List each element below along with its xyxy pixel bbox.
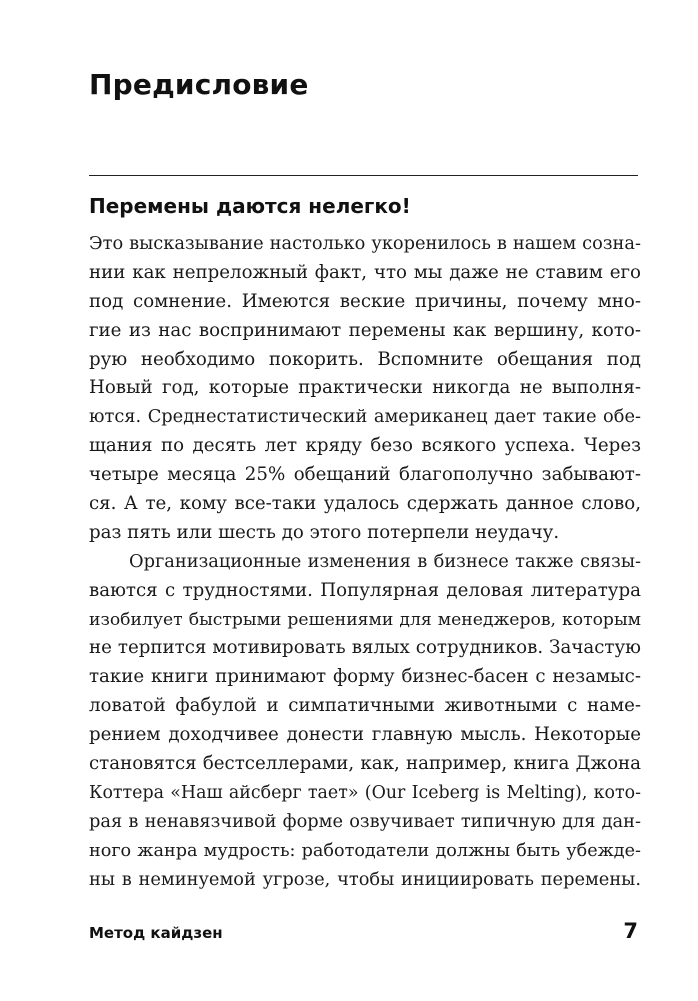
text-line: Это высказывание настолько укоренилось в нашем созна- (89, 233, 641, 254)
text-line: четыре месяца 25% обещаний благополучно забывают- (89, 464, 641, 486)
text-line: ного жанра мудрость: работодатели должны быть убежде- (89, 840, 641, 861)
running-footer-title: Метод кайдзен (89, 924, 223, 942)
text-line: ваются с трудностями. Популярная деловая литература (89, 579, 641, 601)
text-line: гие из нас воспринимают перемены как вершину, кото- (89, 319, 641, 341)
text-line: Организационные изменения в бизнесе также связы- (129, 550, 641, 572)
section-title: Перемены даются нелегко! (89, 194, 411, 218)
page-number: 7 (623, 919, 638, 943)
text-line: ся. А те, кому все-таки удалось сдержать данное слово, (89, 493, 641, 515)
text-line: под сомнение. Имеются веские причины, почему мно- (89, 290, 641, 312)
text-line: нии как непреложный факт, что мы даже не ставим его (89, 261, 641, 283)
text-line: Коттера «Наш айсберг тает» (Our Iceberg is Melting), кото- (89, 782, 641, 803)
text-line: не терпится мотивировать вялых сотрудников. Зачастую (89, 637, 641, 659)
text-line: ны в неминуемой угрозе, чтобы инициировать перемены. (89, 868, 641, 890)
text-line: такие книги принимают форму бизнес-басен с незамыс- (89, 666, 641, 688)
body-text (89, 230, 641, 894)
chapter-title: Предисловие (89, 68, 309, 101)
horizontal-rule (89, 175, 638, 176)
text-line: становятся бестселлерами, как, например, книга Джона (89, 753, 641, 775)
text-line: ловатой фабулой и симпатичными животными с наме- (89, 695, 641, 717)
text-line: раз пять или шесть до этого потерпели неудачу. (89, 521, 560, 543)
text-line: рую необходимо покорить. Вспомните обещания под (89, 348, 641, 370)
text-line: рая в ненавязчивой форме озвучивает типичную для дан- (89, 810, 641, 832)
text-line: рением доходчивее донести главную мысль. Некоторые (89, 724, 641, 746)
text-line: ются. Среднестатистический американец дает такие обе- (89, 406, 641, 428)
text-line: изобилует быстрыми решениями для менеджеров, которым (89, 609, 641, 630)
text-line: щания по десять лет кряду безо всякого успеха. Через (89, 435, 641, 457)
text-line: Новый год, которые практически никогда не выполня- (89, 377, 641, 399)
